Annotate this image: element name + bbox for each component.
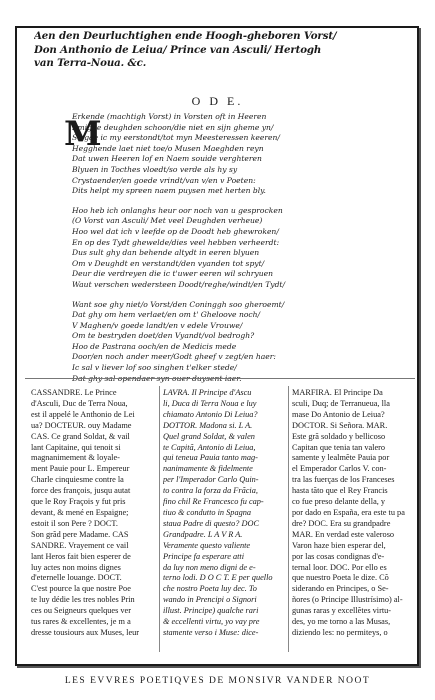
poem-line: Dat uwen Heeren lof en Naem souide verghteren xyxy=(72,154,262,164)
dialogue-line: ternal loor. DOC. Por ello es xyxy=(292,562,387,572)
dialogue-line: co fue preso delante della, y xyxy=(292,497,386,507)
dialogue-line: hasta tãto que el Rey Francis xyxy=(292,486,388,496)
dialogue-line: mase Do Antonio de Leiua? xyxy=(292,409,385,419)
poem-line: Crystaender/en goede vrindt/van v/en v Poeten: xyxy=(72,175,256,185)
poem-line: Dat ghy om hem verlaet/en om t' Gheloove noch/ xyxy=(72,310,261,320)
dialogue-line: Varon haze bien esperar del, xyxy=(292,540,386,550)
dialogue-line: ment Pauie pour L. Empereur xyxy=(31,464,130,474)
dialogue-line: MARFIRA. El Principe Da xyxy=(292,388,383,397)
poem-line: Deur die verdreyen die ic t'uwer eeren wil schryuen xyxy=(72,269,273,279)
dialogue-line: el Emperador Carlos V. con- xyxy=(292,464,387,474)
dialogue-line: SANDRE. Vrayement ce vail xyxy=(31,540,129,550)
dialogue-line: diziendo les: no permiteys, o xyxy=(292,627,388,637)
poem-line: V Maghen/v goede landt/en v edele Vrouwe/ xyxy=(72,320,243,330)
dialogue-line: magnanimement & loyale- xyxy=(31,453,120,463)
dialogue-line: Grandpadre. L A V R A. xyxy=(163,529,243,539)
poem-line: Door/en noch ander meer/Godt gheef v zegt/en haer: xyxy=(72,352,276,362)
dialogue-line: staua Padre di questo? DOC xyxy=(163,518,260,528)
poem-line: Want soe ghy niet/o Vorst/den Coninggh soo gheroemt/ xyxy=(72,299,285,309)
poem-line: Hegghende laet niet toe/o Musen Maeghden reyn xyxy=(72,143,264,153)
dialogue-line: dresse tousiours aux Muses, leur xyxy=(31,627,140,637)
poem-line: Om te bestryden doet/den Vyandt/vol bedrogh? xyxy=(72,331,255,341)
poem-line: Hoo wel dat ich v leefde op de Doodt heb ghewroken/ xyxy=(72,226,279,236)
dialogue-line: des, yo me torno a las Musas, xyxy=(292,617,391,627)
poem-line: En op des Tydt ghewelde/dies veel hebben verheerdt: xyxy=(72,237,280,247)
dialogue-line: to contra la forza da Frãcia, xyxy=(163,486,258,496)
column-rule xyxy=(288,386,289,652)
dialogue-line: DOTTOR. Madona si. L A. xyxy=(163,420,253,430)
dialogue-line: ñores (o Principe Illustrísimo) al- xyxy=(292,595,403,605)
dialogue-line: est il appelé le Anthonio de Lei xyxy=(31,409,135,419)
dialogue-line: samente y lealmẽte Pauia por xyxy=(292,453,390,463)
italian-dialogue-column xyxy=(163,388,287,639)
poem-line: Emighe deughden schoon/die niet en sijn gheme yn/ xyxy=(72,122,274,132)
dialogue-line: Capitan que tenia tan valero xyxy=(292,442,386,452)
dedication-title xyxy=(34,30,409,71)
dialogue-line: qui teneua Pauia tanto mag- xyxy=(163,453,258,463)
dialogue-line: wando in Prencipi o Signori xyxy=(163,595,257,605)
dialogue-line: nanimamente & fidelmente xyxy=(163,464,253,474)
poem-line: Erkende (machtigh Vorst) in Vorsten oft in Heeren xyxy=(72,112,267,121)
ode-poem xyxy=(72,112,412,393)
dialogue-line: que nuestro Poeta le dize. Cõ xyxy=(292,573,389,583)
dialogue-line: chiamato Antonio Di Leiua? xyxy=(163,409,258,419)
dialogue-line: lant Heros fait bien esperer de xyxy=(31,551,131,561)
dialogue-line: illust. Principe) qualche rari xyxy=(163,606,259,616)
poem-line: Dus sult ghy dan behende altydt in eeren blyuen xyxy=(72,248,260,258)
poem-line: (O Vorst van Asculi/ Met veel Deughden verheue) xyxy=(72,216,263,226)
dialogue-line: Veramente questo valiente xyxy=(163,540,251,550)
title-line: van Terra-Noua. &c. xyxy=(34,57,147,69)
dialogue-line: d'Asculi, Duc de Terra Noua, xyxy=(31,398,128,408)
dialogue-line: gunas raras y excellẽtes virtu- xyxy=(292,606,392,616)
dialogue-line: per l'Imperador Carlo Quin- xyxy=(163,475,259,485)
dialogue-line: d'eternelle louange. DOCT. xyxy=(31,573,122,583)
dialogue-line: luy actes non moins dignes xyxy=(31,562,121,572)
dialogue-line: CAS. Ce grand Soldat, & vail xyxy=(31,431,130,441)
french-dialogue-column xyxy=(31,388,155,639)
dialogue-line: C'est pource la que nostre Poe xyxy=(31,584,131,594)
dialogue-line: devant, & mené en Espaigne; xyxy=(31,507,129,517)
dialogue-line: CASSANDRE. Le Prince xyxy=(31,388,117,397)
ode-heading: O D E. xyxy=(191,94,244,108)
dialogue-line: te luy dédie les tres nobles Prin xyxy=(31,595,135,605)
dialogue-line: da luy non meno digni de e- xyxy=(163,562,256,572)
poem-stanza xyxy=(72,206,412,291)
dialogue-line: & eccellenti virtu, yo vay pre xyxy=(163,617,260,627)
dialogue-line: que le Roy Fraçois y fut pris xyxy=(31,497,126,507)
dialogue-line: Son grãd pere Madame. CAS xyxy=(31,529,129,539)
dialogue-line: DOCTOR. Si Señora. MAR. xyxy=(292,420,388,430)
dialogue-line: por las cosas condignas d'e- xyxy=(292,551,385,561)
spanish-dialogue-column xyxy=(292,388,416,639)
dialogue-line: Principe fa esperare atti xyxy=(163,551,245,561)
poem-line: Dits helpt my spreen naem puysen met herten bly. xyxy=(72,186,266,196)
dialogue-line: siderando en Principes, o Se- xyxy=(292,584,389,594)
dialogue-line: estoit il son Pere ? DOCT. xyxy=(31,518,118,528)
dialogue-line: Quel grand Soldat, & valen xyxy=(163,431,255,441)
dialogue-line: tra las fuerças de los Franceses xyxy=(292,475,395,485)
dialogue-line: lant Capitaine, qui tenoit si xyxy=(31,442,121,452)
dialogue-line: che nostro Poeta luy dec. To xyxy=(163,584,257,594)
dialogue-line: dre? DOC. Era su grandpadre xyxy=(292,518,391,528)
title-line: Aen den Deurluchtighen ende Hoogh-gheboren Vorst/ xyxy=(34,30,337,42)
dialogue-line: force des françois, jusqu autat xyxy=(31,486,131,496)
poem-line: Hoo heb ich onlanghs heur oor noch van u gesprocken xyxy=(72,205,283,215)
dialogue-line: sculi, Duq; de Terranueua, lla xyxy=(292,398,390,408)
dialogue-line: te Capitã, Antonio di Leiua, xyxy=(163,442,256,452)
section-divider xyxy=(25,378,415,379)
poem-line: Hoo de Pastrana ooch/en de Medicis mede xyxy=(72,341,237,351)
dialogue-line: fino chil Re Francesco fu cap- xyxy=(163,497,264,507)
dialogue-line: tus rares & excellentes, je m a xyxy=(31,617,131,627)
dialogue-line: LAVRA. Il Principe d'Ascu xyxy=(163,388,252,397)
dialogue-line: por dado en España, era este tu pa xyxy=(292,507,405,517)
dialogue-line: MAR. En verdad este valeroso xyxy=(292,529,395,539)
dialogue-line: Charle cinquiesme contre la xyxy=(31,475,124,485)
drop-cap: M xyxy=(64,114,102,154)
running-footer: LES EVVRES POETIQVES DE MONSIVR VANDER NOOT xyxy=(64,676,371,686)
poem-stanza xyxy=(72,112,412,197)
poem-stanza xyxy=(72,300,412,385)
column-rule xyxy=(159,386,160,652)
dialogue-line: Este grã soldado y bellicoso xyxy=(292,431,386,441)
poem-line: Ic sal v liever lof soo singhen t'elker stede/ xyxy=(72,363,237,373)
dialogue-line: stamente verso i Muse: dice- xyxy=(163,627,259,637)
poem-line: So gae ic my eerstondt/tot myn Meesteressen keeren/ xyxy=(72,133,280,143)
dialogue-line: ua? DOCTEUR. ouy Madame xyxy=(31,420,132,430)
poem-line: Om v Deughdt en verstandt/den vyanden tot spyt/ xyxy=(72,258,265,268)
poem-line: Waut verschen wedersteen Doodt/reghe/windt/en Tydt/ xyxy=(72,279,286,289)
poem-line: Blyuen in Tocthes vloedt/so verde als hy sy xyxy=(72,164,238,174)
title-line: Don Anthonio de Leiua/ Prince van Asculi/ Hertogh xyxy=(34,43,322,56)
dialogue-line: tiuo & condutto in Spagna xyxy=(163,507,252,517)
dialogue-line: li, Duca di Terra Noua e luy xyxy=(163,398,257,408)
dialogue-line: terno lodi. D O C T. E per quello xyxy=(163,573,273,583)
dialogue-line: ces ou Seigneurs quelques ver xyxy=(31,606,131,616)
